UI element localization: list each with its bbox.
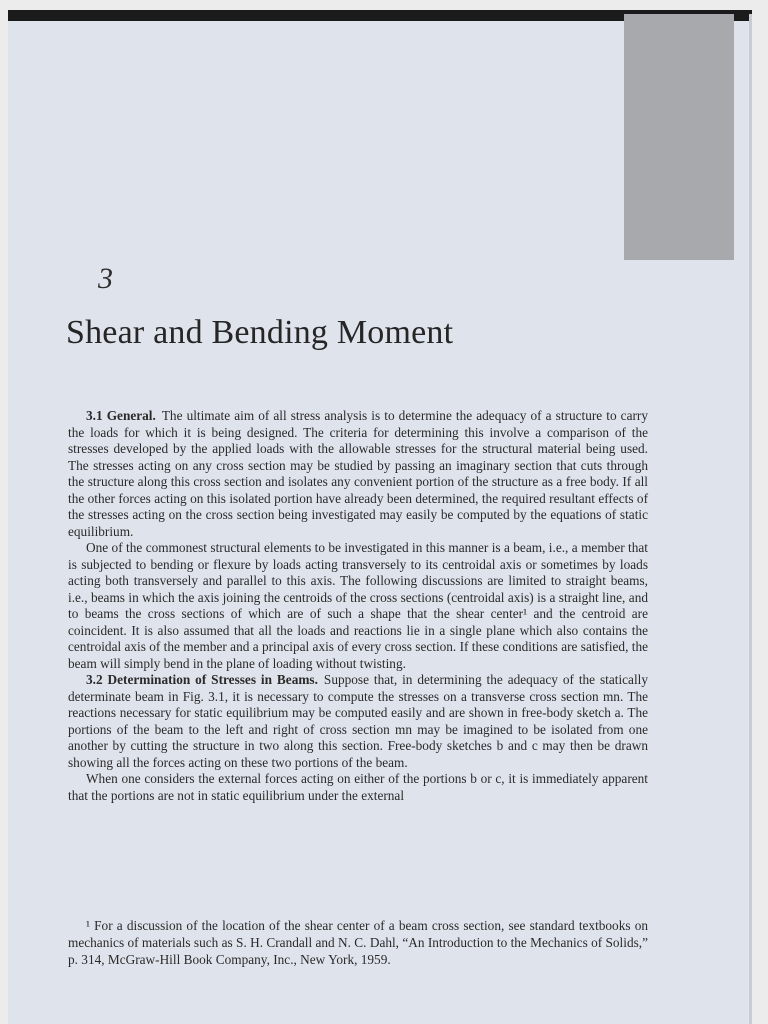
page-right-edge	[749, 14, 752, 1024]
footnote: ¹ For a discussion of the location of the shear center of a beam cross section, see standard textbooks on mechanics of materials such as S. H. Crandall and N. C. Dahl, “An Introduction to the Mechanics of Solids,” p. 314, McGraw-Hill Book Company, Inc., New York, 1959.	[68, 918, 648, 967]
section-heading: 3.1 General.	[86, 408, 156, 423]
chapter-title: Shear and Bending Moment	[66, 314, 454, 351]
paragraph-text: One of the commonest structural elements to be investigated in this manner is a beam, i.e., a member that is subjected to bending or flexure by loads acting transversely to its centroidal axis or sometimes by loads acting both transversely and parallel to this axis. The following discussions are limited to straight beams, i.e., beams in which the axis joining the centroids of the cross sections (centroidal axis) is a straight line, and to beams the cross sections of which are of such a shape that the shear center¹ and the centroid are coincident. It is also assumed that all the loads and reactions lie in a single plane which also contains the centroidal axis of the member and a principal axis of every cross section. If these conditions are satisfied, the beam will simply bend in the plane of loading without twisting.	[68, 540, 648, 671]
paragraph-text: Suppose that, in determining the adequacy of the statically determinate beam in Fig. 3.1, it is necessary to compute the stresses on a transverse cross section mn. The reactions necessary for static equilibrium may be computed easily and are shown in free-body sketch a. The portions of the beam to the left and right of cross section mn may be imagined to be isolated from one another by cutting the structure in two along this section. Free-body sketches b and c may then be drawn showing all the forces acting on these two portions of the beam.	[68, 672, 648, 770]
paragraph	[68, 540, 648, 672]
page-tab-marker	[624, 14, 734, 260]
paragraph	[68, 771, 648, 804]
chapter-number: 3	[98, 262, 113, 295]
paragraph	[68, 672, 648, 771]
paragraph-text: The ultimate aim of all stress analysis is to determine the adequacy of a structure to carry the loads for which it is being designed. The criteria for determining this involve a comparison of the stresses developed by the applied loads with the allowable stresses for the structural material being used. The stresses acting on any cross section may be studied by passing an imaginary section that cuts through the structure along this cross section and isolates any convenient portion of the structure as a free body. If all the other forces acting on this isolated portion have already been determined, the required resultant effects of the stresses acting on the cross section being investigated may easily be computed by the equations of static equilibrium.	[68, 408, 648, 539]
section-heading: 3.2 Determination of Stresses in Beams.	[86, 672, 318, 687]
paragraph	[68, 408, 648, 540]
body-text	[68, 408, 648, 804]
paragraph-text: When one considers the external forces acting on either of the portions b or c, it is immediately apparent that the portions are not in static equilibrium under the external	[68, 771, 648, 803]
